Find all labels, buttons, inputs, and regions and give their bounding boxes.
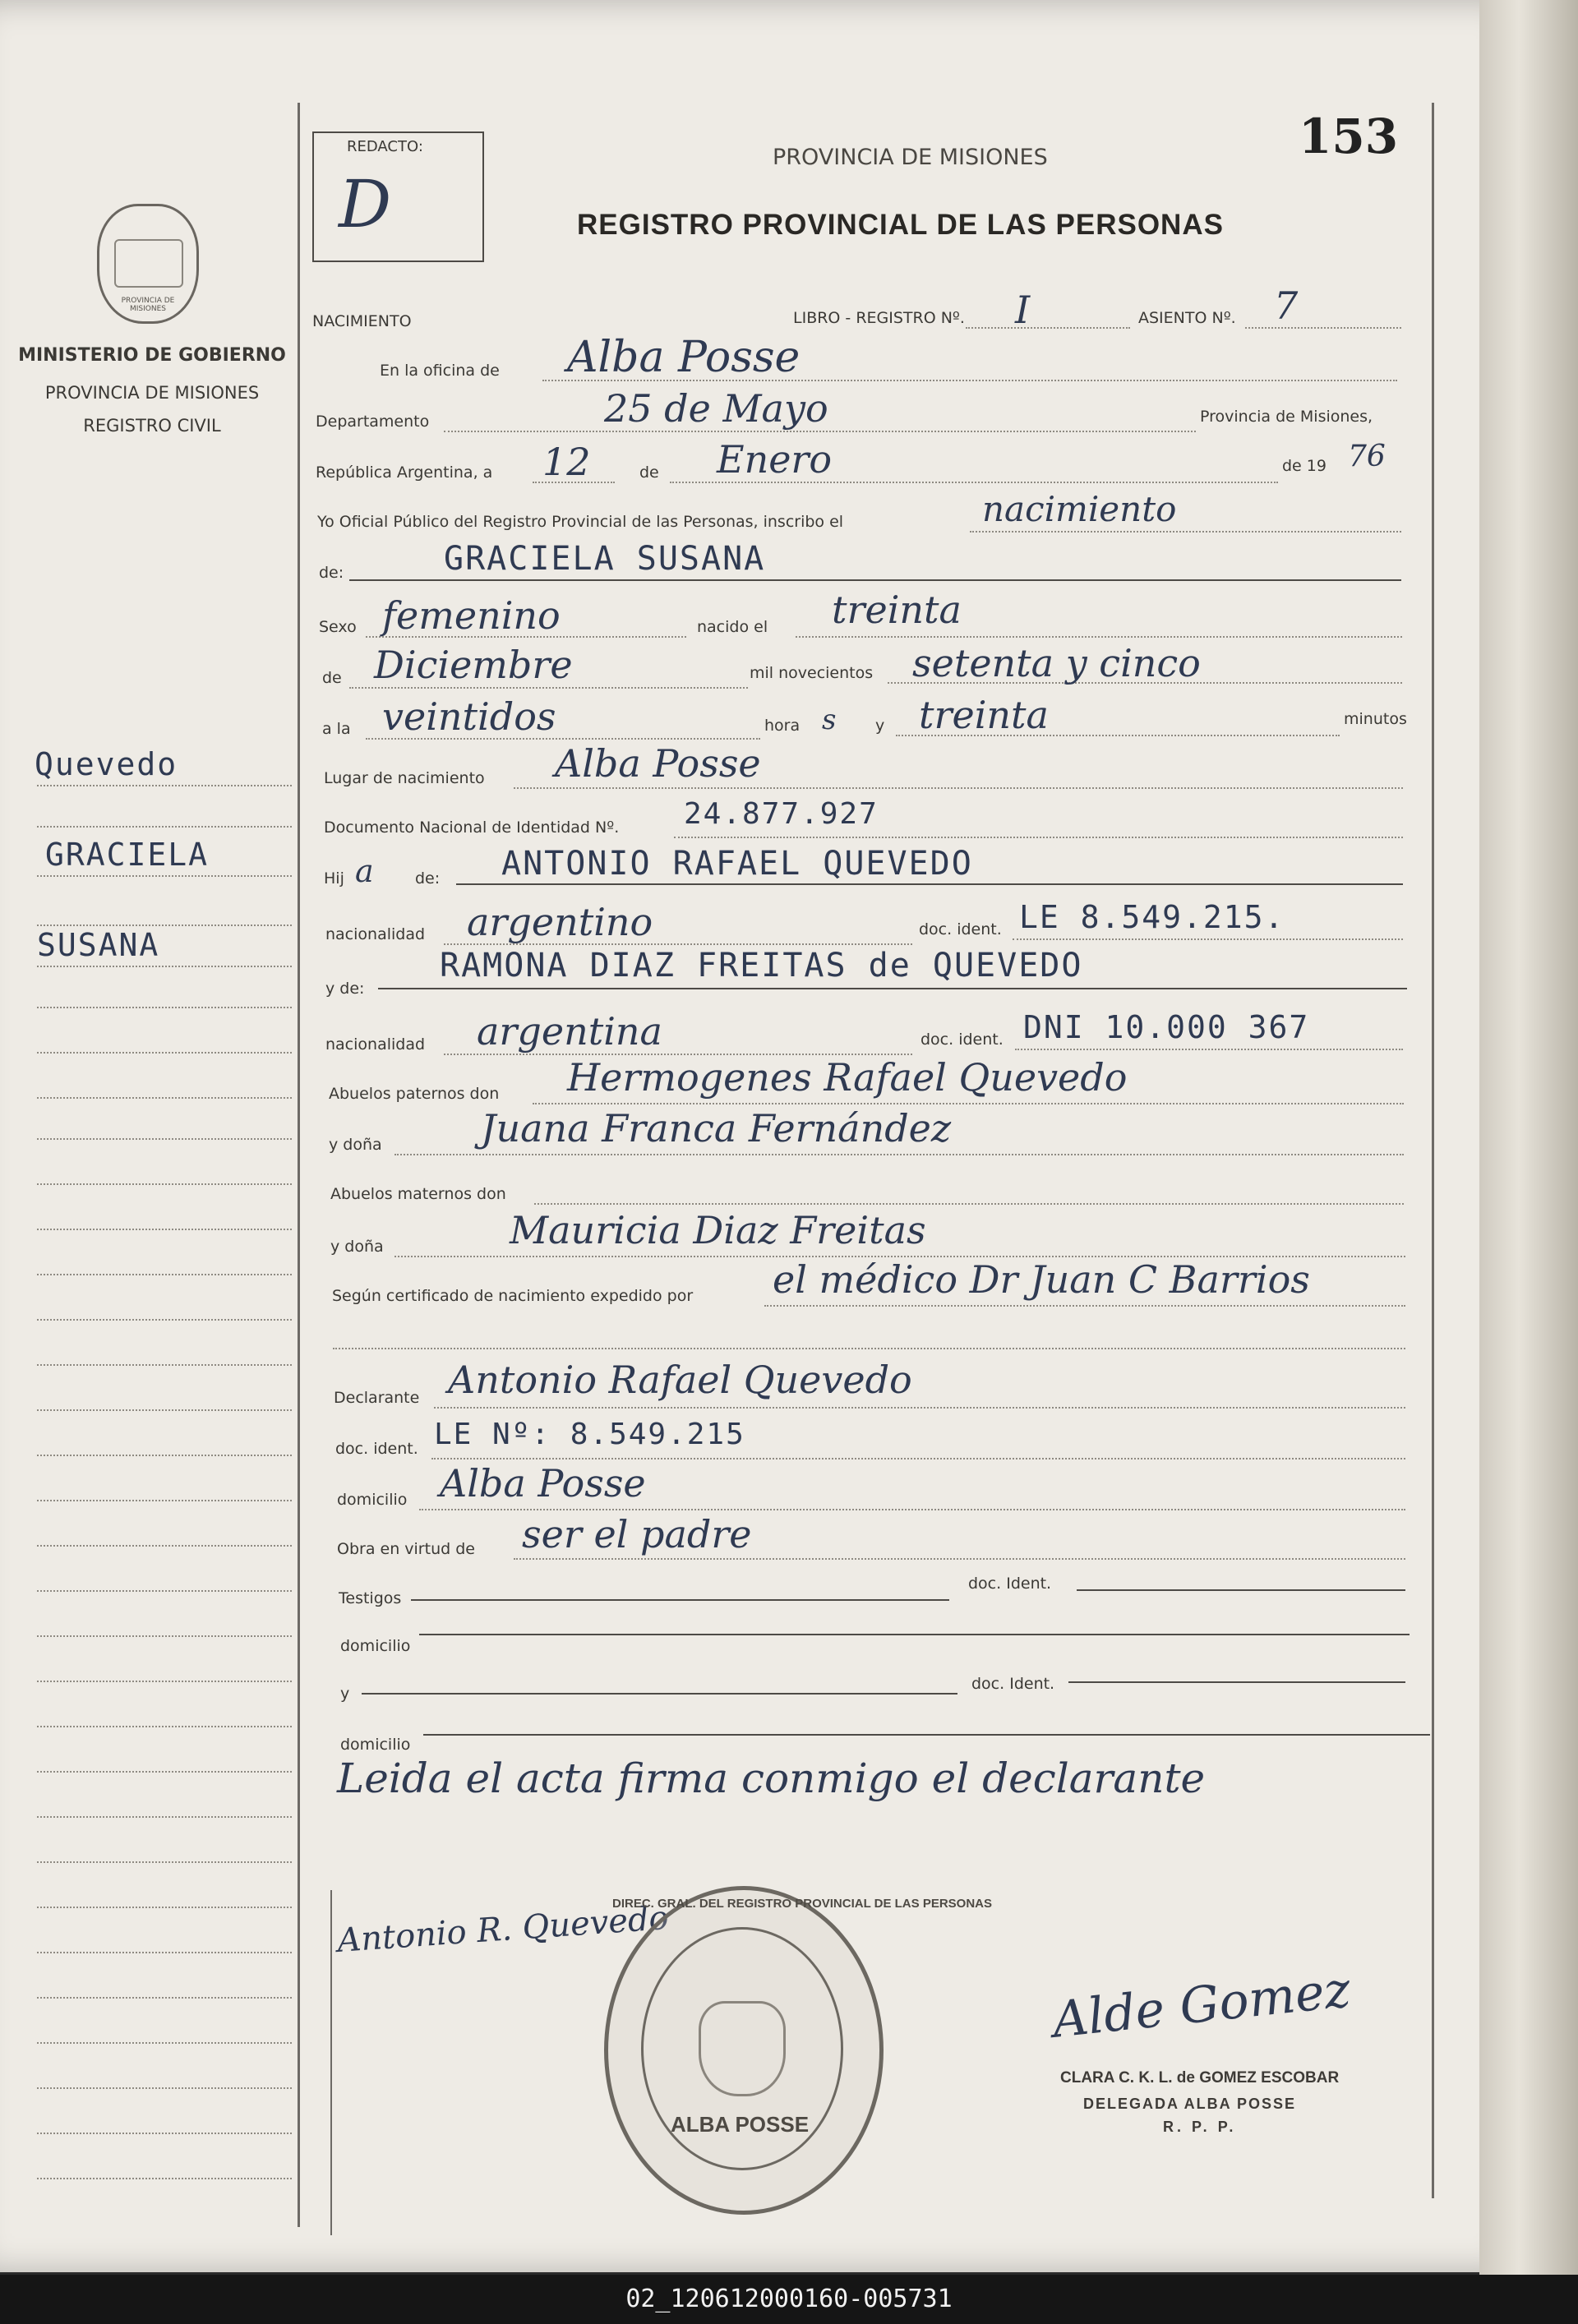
segun-value: el médico Dr Juan C Barrios	[773, 1257, 1310, 1302]
abuelos-maternos-label: Abuelos maternos don	[330, 1185, 506, 1203]
ministry-registry: REGISTRO CIVIL	[83, 416, 221, 436]
margin-line	[37, 1681, 292, 1682]
form-type: NACIMIENTO	[312, 312, 412, 330]
birth-year-value: setenta y cinco	[912, 641, 1201, 685]
provincia-label: Provincia de Misiones,	[1200, 408, 1373, 426]
margin-line	[37, 1052, 292, 1054]
birth-month-value: Diciembre	[374, 643, 573, 687]
mother-nationality-value: argentina	[477, 1009, 662, 1054]
dni-label: Documento Nacional de Identidad Nº.	[324, 818, 620, 837]
margin-line	[37, 1816, 292, 1818]
margin-line	[37, 1319, 292, 1321]
asiento-label: ASIENTO Nº.	[1138, 309, 1236, 327]
libro-value: I	[1015, 288, 1031, 332]
testigo-doc2-label: doc. Ident.	[971, 1675, 1055, 1693]
closing-statement: Leida el acta firma conmigo el declarante	[337, 1755, 1206, 1802]
dotted-line	[434, 1407, 1405, 1409]
dotted-line	[534, 1203, 1404, 1205]
dotted-line	[533, 1103, 1404, 1104]
margin-line	[37, 1907, 292, 1908]
stamp-inner-text: ALBA POSSE	[670, 2112, 810, 2137]
nacido-label: nacido el	[697, 618, 768, 636]
dotted-line	[1013, 938, 1403, 940]
ydona-label: y doña	[329, 1136, 382, 1154]
margin-note-first-name: GRACIELA	[45, 837, 210, 873]
dotted-line	[431, 1458, 1405, 1459]
page-title: REGISTRO PROVINCIAL DE LAS PERSONAS	[577, 209, 1224, 241]
lugar-value: Alba Posse	[555, 741, 761, 786]
libro-label: LIBRO - REGISTRO Nº.	[793, 309, 965, 327]
ydona2-label: y doña	[330, 1238, 384, 1256]
oficial-value: nacimiento	[982, 489, 1177, 529]
margin-line	[37, 1771, 292, 1773]
official-role: DELEGADA ALBA POSSE	[1083, 2096, 1297, 2112]
margin-line	[37, 1952, 292, 1953]
de3-label: de:	[415, 869, 441, 888]
dotted-line	[444, 431, 1196, 432]
child-name-value: GRACIELA SUSANA	[444, 540, 766, 578]
margin-note-surname: Quevedo	[35, 746, 178, 782]
margin-line	[37, 2042, 292, 2044]
domicilio2-label: domicilio	[340, 1637, 411, 1655]
inner-margin-line	[330, 1890, 332, 2235]
margin-line	[37, 2133, 292, 2134]
departamento-value: 25 de Mayo	[604, 386, 828, 431]
redacto-box	[312, 131, 484, 262]
hij-suffix: a	[355, 853, 374, 889]
image-id-label: 02_120612000160-005731	[625, 2285, 953, 2313]
de-label: de	[639, 463, 659, 482]
solid-line	[362, 1693, 957, 1695]
father-nationality-value: argentino	[467, 900, 653, 944]
dotted-line	[674, 837, 1403, 838]
paternal-grandmother-value: Juana Franca Fernández	[481, 1106, 952, 1150]
solid-line	[456, 883, 1403, 885]
segun-label: Según certificado de nacimiento expedido por	[332, 1287, 694, 1305]
official-org: R. P. P.	[1163, 2119, 1237, 2135]
nacionalidad-label: nacionalidad	[325, 925, 426, 943]
oficial-label: Yo Oficial Público del Registro Provincial de las Personas, inscribo el	[317, 513, 844, 531]
stamp-emblem	[699, 2001, 786, 2096]
margin-line	[37, 1274, 292, 1275]
solid-line	[411, 1599, 949, 1601]
hora-label: hora	[764, 717, 801, 735]
redacto-label: REDACTO:	[347, 138, 423, 155]
dotted-line	[419, 1509, 1405, 1510]
declarante-doc-value: LE Nº: 8.549.215	[434, 1418, 745, 1451]
dotted-line	[966, 327, 1130, 329]
dotted-line	[349, 687, 748, 689]
header-province: PROVINCIA DE MISIONES	[773, 145, 1048, 170]
ministry-seal	[97, 204, 199, 324]
year-label: de 19	[1282, 457, 1327, 475]
maternal-grandmother-value: Mauricia Diaz Freitas	[510, 1208, 926, 1252]
margin-line	[37, 1997, 292, 1999]
oficina-value: Alba Posse	[567, 333, 801, 382]
margin-line	[37, 875, 292, 877]
margin-line	[37, 1097, 292, 1099]
margin-line	[37, 1545, 292, 1547]
mil-label: mil novecientos	[750, 664, 874, 682]
sexo-label: Sexo	[319, 618, 357, 636]
declarante-label: Declarante	[334, 1389, 420, 1407]
solid-line	[1077, 1589, 1405, 1591]
dotted-line	[333, 1348, 1405, 1349]
dotted-line	[796, 636, 1402, 638]
ala-label: a la	[322, 720, 351, 738]
margin-line	[37, 1861, 292, 1863]
solid-line	[378, 988, 1407, 989]
margin-line	[37, 1007, 292, 1008]
minutes-value: treinta	[919, 693, 1049, 737]
mother-doc-value: DNI 10.000 367	[1023, 1009, 1310, 1045]
testigos-label: Testigos	[339, 1589, 402, 1607]
departamento-label: Departamento	[316, 413, 430, 431]
official-signature: Alde Gomez	[1050, 1961, 1354, 2050]
margin-line	[37, 1635, 292, 1637]
hora-suffix: s	[822, 703, 837, 736]
margin-line	[37, 2178, 292, 2179]
obra-label: Obra en virtud de	[337, 1540, 475, 1558]
solid-line	[1068, 1681, 1405, 1683]
margin-line	[37, 1409, 292, 1411]
day-value: 12	[542, 440, 591, 484]
month-value: Enero	[717, 437, 833, 482]
abuelos-paternos-label: Abuelos paternos don	[329, 1085, 500, 1103]
dotted-line	[764, 1305, 1405, 1307]
y-label: y	[875, 717, 885, 735]
minutos-label: minutos	[1344, 710, 1407, 728]
official-stamp	[604, 1886, 992, 2215]
margin-line	[37, 1183, 292, 1185]
official-name: CLARA C. K. L. de GOMEZ ESCOBAR	[1060, 2069, 1340, 2087]
page-edge	[1479, 0, 1578, 2275]
republica-label: República Argentina, a	[316, 463, 493, 482]
margin-line	[37, 2087, 292, 2089]
right-margin-line	[1432, 103, 1434, 2198]
margin-line	[37, 826, 292, 828]
yde-label: y de:	[325, 980, 365, 998]
margin-note-second-name: SUSANA	[37, 927, 160, 963]
domicilio-label: domicilio	[337, 1491, 408, 1509]
dni-value: 24.877.927	[684, 797, 879, 831]
domicilio3-label: domicilio	[340, 1736, 411, 1754]
solid-line	[423, 1734, 1430, 1736]
declarante-doc-label: doc. ident.	[335, 1440, 418, 1458]
sexo-value: femenino	[382, 593, 561, 638]
doc-ident-label: doc. ident.	[919, 920, 1002, 938]
mother-doc-label: doc. ident.	[920, 1031, 1004, 1049]
page-number: 153	[1299, 108, 1399, 164]
margin-line	[37, 966, 292, 967]
dotted-line	[1245, 327, 1401, 329]
seal-text: PROVINCIA DE MISIONES	[121, 297, 175, 313]
year-value: 76	[1348, 440, 1386, 473]
margin-line	[37, 1726, 292, 1727]
lugar-label: Lugar de nacimiento	[324, 769, 485, 787]
father-doc-value: LE 8.549.215.	[1019, 899, 1285, 935]
declarant-signature: Antonio R. Quevedo	[335, 1898, 671, 1961]
nacido-value: treinta	[832, 588, 962, 632]
ministry-name: MINISTERIO DE GOBIERNO	[18, 345, 286, 366]
dotted-line	[970, 531, 1401, 533]
oficina-label: En la oficina de	[380, 362, 500, 380]
solid-line	[349, 579, 1401, 581]
dotted-line	[514, 1558, 1405, 1560]
testigo-doc-label: doc. Ident.	[968, 1575, 1052, 1593]
declarante-value: Antonio Rafael Quevedo	[448, 1358, 912, 1402]
domicilio-value: Alba Posse	[440, 1461, 646, 1506]
dotted-line	[1015, 1049, 1403, 1050]
person-de-label: de:	[319, 564, 344, 582]
left-margin-line	[298, 103, 300, 2227]
stamp-outer-text: DIREC. GRAL. DEL REGISTRO PROVINCIAL DE LAS PERSONAS	[612, 1897, 992, 1911]
margin-line	[37, 1500, 292, 1501]
margin-line	[37, 785, 292, 786]
y2-label: y	[340, 1685, 350, 1703]
mother-name-value: RAMONA DIAZ FREITAS de QUEVEDO	[440, 947, 1083, 984]
margin-line	[37, 1229, 292, 1230]
margin-line	[37, 1455, 292, 1456]
paternal-grandfather-value: Hermogenes Rafael Quevedo	[567, 1055, 1128, 1100]
margin-line	[37, 1590, 292, 1592]
dotted-line	[670, 482, 1278, 483]
de2-label: de	[322, 669, 342, 687]
mother-nationality-label: nacionalidad	[325, 1035, 426, 1054]
hij-label: Hij	[324, 869, 344, 888]
margin-line	[37, 1138, 292, 1140]
ministry-province: PROVINCIA DE MISIONES	[44, 383, 260, 403]
margin-line	[37, 925, 292, 926]
obra-value: ser el padre	[522, 1512, 752, 1556]
dotted-line	[514, 787, 1403, 789]
redacto-mark: D	[339, 166, 392, 242]
dotted-line	[394, 1154, 1404, 1155]
margin-line	[37, 1364, 292, 1366]
father-name-value: ANTONIO RAFAEL QUEVEDO	[501, 845, 973, 883]
asiento-value: 7	[1274, 284, 1299, 328]
solid-line	[419, 1634, 1410, 1635]
hour-value: veintidos	[382, 694, 556, 739]
